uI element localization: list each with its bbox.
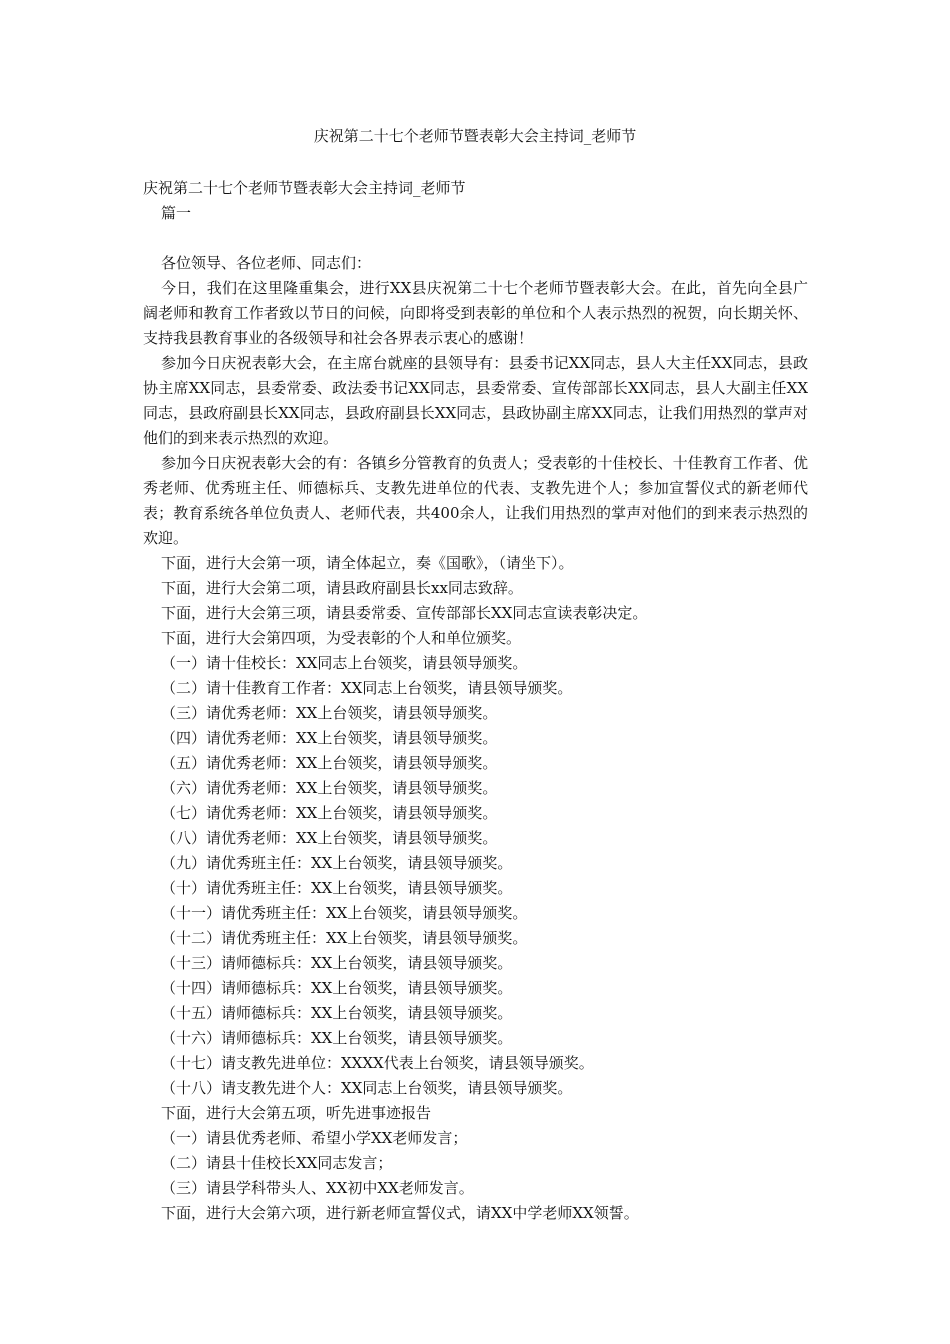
speech-line: （二）请县十佳校长XX同志发言； (161, 1154, 393, 1172)
document-heading: 庆祝第二十七个老师节暨表彰大会主持词_老师节 (143, 179, 466, 197)
award-line: （三）请优秀老师：XX上台领奖，请县领导颁奖。 (161, 704, 498, 722)
award-line: （八）请优秀老师：XX上台领奖，请县领导颁奖。 (161, 829, 498, 847)
award-line: （七）请优秀老师：XX上台领奖，请县领导颁奖。 (161, 804, 498, 822)
agenda-line: 下面，进行大会第三项，请县委常委、宣传部部长XX同志宣读表彰决定。 (161, 604, 648, 622)
agenda-line: 下面，进行大会第五项，听先进事迹报告 (161, 1104, 432, 1122)
opening-paragraph: 今日，我们在这里隆重集会，进行XX县庆祝第二十七个老师节暨表彰大会。在此，首先向全县广阔老师和教育工作者致以节日的问候，向即将受到表彰的单位和个人表示热烈的祝贺，向长期关怀、支持我县教育事业的各级领导和社会各界表示衷心的感谢！ (143, 279, 808, 347)
leaders-paragraph: 参加今日庆祝表彰大会，在主席台就座的县领导有：县委书记XX同志，县人大主任XX同志，县政协主席XX同志，县委常委、政法委书记XX同志，县委常委、宣传部部长XX同志，县人大副主任XX同志，县政府副县长XX同志，县政府副县长XX同志，县政协副主席XX同志，让我们用热烈的掌声对他们的到来表示热烈的欢迎。 (143, 354, 808, 447)
award-line: （十三）请师德标兵：XX上台领奖，请县领导颁奖。 (161, 954, 513, 972)
award-line: （十七）请支教先进单位：XXXX代表上台领奖，请县领导颁奖。 (161, 1054, 594, 1072)
award-line: （十）请优秀班主任：XX上台领奖，请县领导颁奖。 (161, 879, 513, 897)
page-title: 庆祝第二十七个老师节暨表彰大会主持词_老师节 (313, 127, 637, 145)
agenda-line: 下面，进行大会第一项，请全体起立，奏《国歌》，（请坐下）。 (161, 554, 574, 572)
speech-line: （三）请县学科带头人、XX初中XX老师发言。 (161, 1179, 474, 1197)
speech-line: （一）请县优秀老师、希望小学XX老师发言； (161, 1129, 468, 1147)
greeting-line: 各位领导、各位老师、同志们： (161, 254, 372, 272)
attendees-paragraph: 参加今日庆祝表彰大会的有：各镇乡分管教育的负责人；受表彰的十佳校长、十佳教育工作者、优秀老师、优秀班主任、师德标兵、支教先进单位的代表、支教先进个人；参加宣誓仪式的新老师代表；教育系统各单位负责人、老师代表，共400余人，让我们用热烈的掌声对他们的到来表示热烈的欢迎。 (143, 454, 808, 547)
agenda-line: 下面，进行大会第四项，为受表彰的个人和单位颁奖。 (161, 629, 522, 647)
award-line: （九）请优秀班主任：XX上台领奖，请县领导颁奖。 (161, 854, 513, 872)
award-line: （十四）请师德标兵：XX上台领奖，请县领导颁奖。 (161, 979, 513, 997)
award-line: （十一）请优秀班主任：XX上台领奖，请县领导颁奖。 (161, 904, 528, 922)
award-line: （四）请优秀老师：XX上台领奖，请县领导颁奖。 (161, 729, 498, 747)
section-label: 篇一 (161, 204, 192, 222)
spacer (143, 226, 808, 251)
award-line: （十八）请支教先进个人：XX同志上台领奖，请县领导颁奖。 (161, 1079, 573, 1097)
agenda-line: 下面，进行大会第六项，进行新老师宣誓仪式，请XX中学老师XX领誓。 (161, 1204, 639, 1222)
award-line: （六）请优秀老师：XX上台领奖，请县领导颁奖。 (161, 779, 498, 797)
award-line: （一）请十佳校长：XX同志上台领奖，请县领导颁奖。 (161, 654, 528, 672)
award-line: （十二）请优秀班主任：XX上台领奖，请县领导颁奖。 (161, 929, 528, 947)
award-line: （五）请优秀老师：XX上台领奖，请县领导颁奖。 (161, 754, 498, 772)
award-line: （十五）请师德标兵：XX上台领奖，请县领导颁奖。 (161, 1004, 513, 1022)
document-body (143, 176, 808, 1226)
agenda-line: 下面，进行大会第二项，请县政府副县长xx同志致辞。 (161, 579, 523, 597)
award-line: （十六）请师德标兵：XX上台领奖，请县领导颁奖。 (161, 1029, 513, 1047)
award-line: （二）请十佳教育工作者：XX同志上台领奖，请县领导颁奖。 (161, 679, 573, 697)
